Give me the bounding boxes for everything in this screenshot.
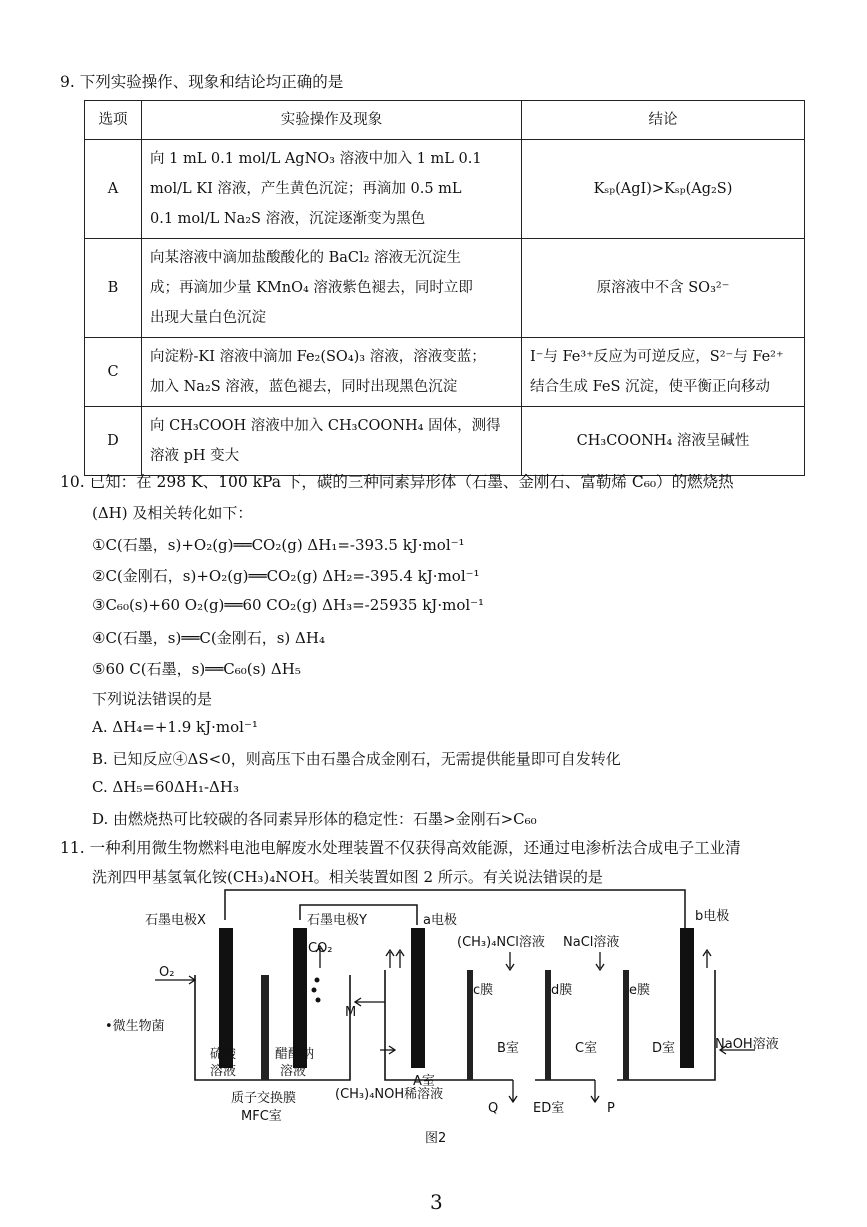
operation-line: 出现大量白色沉淀 [150,310,266,326]
co2-label: CO₂ [308,941,333,956]
option-label: A [85,140,142,239]
nacl-label: NaCl溶液 [563,935,620,950]
e-membrane-label: e膜 [629,983,650,998]
nacl-in-arrow [596,952,604,970]
operation-line: 向淀粉-KI 溶液中滴加 Fe₂(SO₄)₃ 溶液，溶液变蓝； [150,349,486,365]
equation-4: ④C(石墨，s)══C(金刚石，s) ΔH₄ [92,629,325,647]
table-row [85,140,805,239]
figure-caption: 图2 [425,1131,447,1146]
table-row [85,338,805,407]
dilute-in-arrow [380,1046,395,1054]
option-label: B [85,239,142,338]
o2-label: O₂ [159,965,175,980]
table-row [85,407,805,476]
electrode-y-label: 石墨电极Y [307,913,367,928]
equation-5: ⑤60 C(石墨，s)══C₆₀(s) ΔH₅ [92,660,301,678]
acetate-label: 溶液 [280,1064,307,1079]
conclusion-cell: Kₛₚ(AgI)>Kₛₚ(Ag₂S) [522,140,805,239]
operation-line: mol/L KI 溶液，产生黄色沉淀；再滴加 0.5 mL [150,181,462,197]
table-row [85,239,805,338]
choice-b: B. 已知反应④ΔS<0，则高压下由石墨合成金刚石，无需提供能量即可自发转化 [92,750,621,768]
gas-bubble [312,988,317,993]
choice-a: A. ΔH₄=+1.9 kJ·mol⁻¹ [92,718,258,736]
operation-line: 向某溶液中滴加盐酸酸化的 BaCl₂ 溶液无沉淀生 [150,250,462,266]
tmah-dilute-label: (CH₃)₄NOH稀溶液 [335,1087,444,1102]
p-label: P [607,1101,615,1116]
pem-label: 质子交换膜 [231,1091,297,1106]
header-conclusion: 结论 [522,101,805,140]
option-label: D [85,407,142,476]
operation-line: 成；再滴加少量 KMnO₄ 溶液紫色褪去，同时立即 [150,280,473,296]
ed-room-label: ED室 [533,1101,565,1116]
sulfuric-label: 硫酸 [210,1047,237,1062]
mfc-label: MFC室 [241,1109,282,1124]
operation-cell [142,338,522,407]
q9-options-table [84,100,805,476]
q11-title-continued: 洗剂四甲基氢氧化铵(CH₃)₄NOH。相关装置如图 2 所示。有关说法错误的是 [92,868,603,886]
naoh-label: NaOH溶液 [715,1037,779,1052]
c-membrane-label: c膜 [473,983,494,998]
b-electrode-label: b电极 [695,909,730,924]
q10-title: 10. 已知：在 298 K、100 kPa 下，碳的三种同素异形体（石墨、金刚石、富勒烯 C₆₀）的燃烧热 [60,473,734,491]
tmac-in-arrow [506,952,514,970]
page-number: 3 [430,1190,443,1214]
choice-c: C. ΔH₅=60ΔH₁-ΔH₃ [92,778,239,796]
p-out-arrow [591,1080,599,1102]
header-operation: 实验操作及现象 [142,101,522,140]
q11-title: 11. 一种利用微生物燃料电池电解废水处理装置不仅获得高效能源，还通过电渗析法合成电子工业清 [60,839,741,857]
option-label: C [85,338,142,407]
gas-bubble [316,998,321,1003]
conclusion-line: 结合生成 FeS 沉淀，使平衡正向移动 [530,379,770,395]
microbe-label: •微生物菌 [105,1019,165,1034]
conclusion-cell: 原溶液中不含 SO₃²⁻ [522,239,805,338]
b-electrode [680,928,694,1068]
a-electrode [411,928,425,1068]
operation-cell [142,140,522,239]
q10-prompt: 下列说法错误的是 [92,690,213,708]
q10-title-continued: (ΔH) 及相关转化如下： [92,504,253,522]
gas-out-arrow [396,950,404,968]
gas-out-arrow [703,950,711,968]
electrolysis-apparatus-figure [95,880,815,1150]
operation-line: 加入 Na₂S 溶液，蓝色褪去，同时出现黑色沉淀 [150,379,458,395]
equation-2: ②C(金刚石，s)+O₂(g)══CO₂(g) ΔH₂=-395.4 kJ·mol⁻¹ [92,567,480,585]
conclusion-cell [522,338,805,407]
room-d-label: D室 [652,1041,676,1056]
header-option: 选项 [85,101,142,140]
room-a-label: A室 [413,1074,435,1089]
tmac-label: (CH₃)₄NCl溶液 [457,935,545,950]
operation-line: 0.1 mol/L Na₂S 溶液，沉淀逐渐变为黑色 [150,211,426,227]
choice-d: D. 由燃烧热可比较碳的各同素异形体的稳定性：石墨>金刚石>C₆₀ [92,810,537,828]
operation-line: 向 CH₃COOH 溶液中加入 CH₃COONH₄ 固体，测得 [150,418,501,434]
operation-cell [142,239,522,338]
table-header-row [85,101,805,140]
m-label: M [345,1005,357,1020]
room-c-label: C室 [575,1041,598,1056]
electrode-x-label: 石墨电极X [145,913,206,928]
m-out-arrow [355,998,385,1006]
sulfuric-label: 溶液 [210,1064,237,1079]
gas-out-arrow [386,950,394,968]
proton-exchange-membrane [261,975,269,1080]
operation-cell [142,407,522,476]
room-b-label: B室 [497,1041,519,1056]
q-label: Q [488,1101,499,1116]
a-electrode-label: a电极 [423,913,457,928]
equation-3: ③C₆₀(s)+60 O₂(g)══60 CO₂(g) ΔH₃=-25935 kJ·mol⁻¹ [92,596,485,614]
conclusion-line: I⁻与 Fe³⁺反应为可逆反应，S²⁻与 Fe²⁺ [530,349,784,365]
q-out-arrow [509,1080,517,1102]
operation-line: 溶液 pH 变大 [150,448,240,464]
q9-title: 9. 下列实验操作、现象和结论均正确的是 [60,73,344,91]
equation-1: ①C(石墨，s)+O₂(g)══CO₂(g) ΔH₁=-393.5 kJ·mol⁻¹ [92,536,465,554]
acetate-label: 醋酸钠 [275,1047,315,1062]
d-membrane-label: d膜 [551,983,573,998]
conclusion-cell: CH₃COONH₄ 溶液呈碱性 [522,407,805,476]
operation-line: 向 1 mL 0.1 mol/L AgNO₃ 溶液中加入 1 mL 0.1 [150,151,482,167]
gas-bubble [315,978,320,983]
